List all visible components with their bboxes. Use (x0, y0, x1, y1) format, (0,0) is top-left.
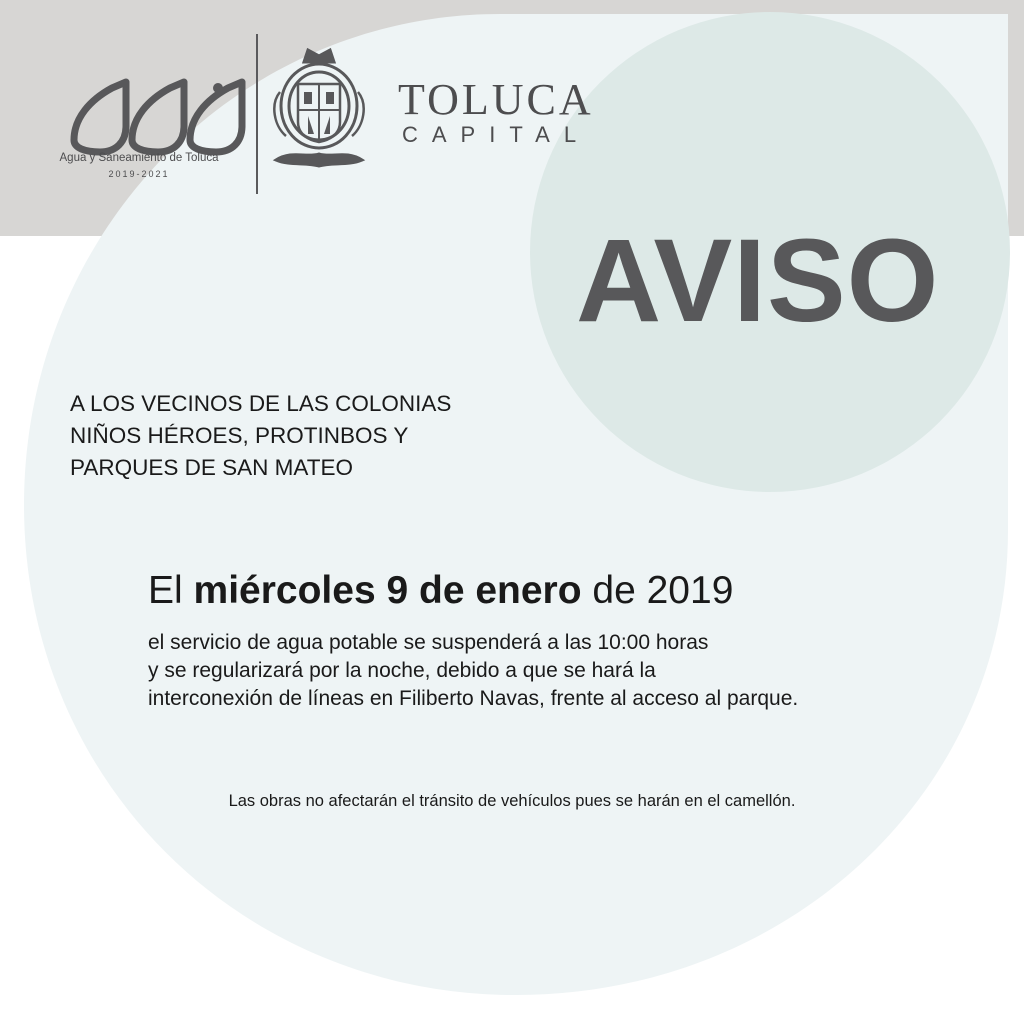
ast-drops-logo-icon (60, 48, 250, 188)
date-line (148, 571, 733, 610)
ast-years: 2019-2021 (108, 169, 170, 179)
audience-block (70, 388, 451, 484)
body-line: interconexión de líneas en Filiberto Navas, frente al acceso al parque. (148, 687, 799, 710)
date-prefix: El (148, 569, 183, 612)
notice-body (148, 629, 798, 713)
capital-wordmark: CAPITAL (402, 122, 591, 147)
traffic-note: Las obras no afectarán el tránsito de vehículos pues se harán en el camellón. (228, 792, 796, 810)
date-bold: miércoles 9 de enero (193, 569, 582, 612)
aviso-title: AVISO (576, 215, 940, 347)
audience-line: NIÑOS HÉROES, PROTINBOS Y (70, 423, 409, 448)
body-line: el servicio de agua potable se suspenderá a las 10:00 horas (148, 631, 709, 654)
toluca-wordmark: TOLUCA (398, 75, 594, 124)
toluca-crest-icon (268, 44, 370, 176)
ast-caption: Agua y Saneamiento de Toluca (59, 152, 219, 164)
date-suffix: de 2019 (592, 569, 734, 612)
body-line: y se regularizará por la noche, debido a que se hará la (148, 659, 656, 682)
audience-line: A LOS VECINOS DE LAS COLONIAS (70, 391, 452, 416)
audience-line: PARQUES DE SAN MATEO (70, 455, 353, 480)
logo-divider (256, 34, 258, 194)
